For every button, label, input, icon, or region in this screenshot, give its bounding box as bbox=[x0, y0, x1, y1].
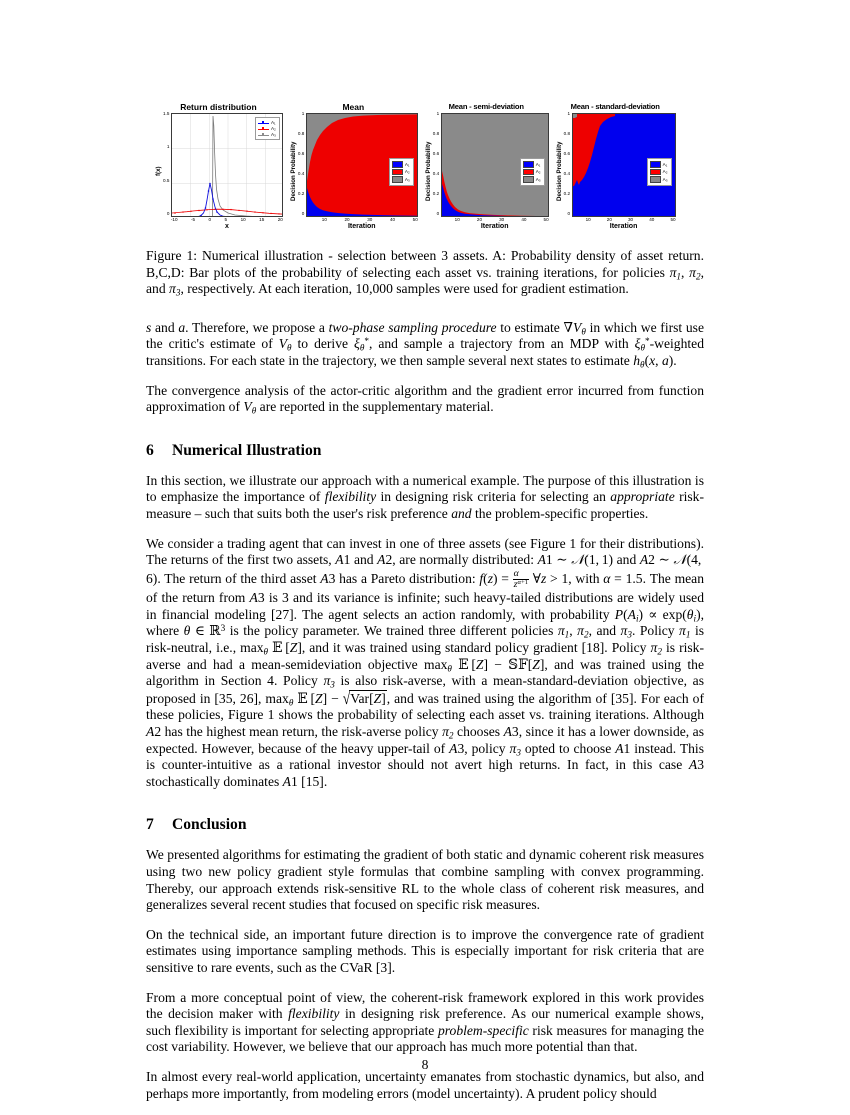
panel-c-xlabel: Iteration bbox=[480, 223, 509, 230]
panel-a-legend bbox=[255, 117, 280, 140]
legend-item bbox=[258, 120, 276, 125]
panel-d-xlabel: Iteration bbox=[609, 223, 638, 230]
ytick: 1.5 bbox=[163, 111, 170, 116]
legend-item bbox=[258, 126, 276, 131]
legend-swatch-a2-icon bbox=[258, 126, 269, 131]
xtick: 40 bbox=[521, 217, 527, 222]
paragraph-two-phase-sampling: s and a. Therefore, we propose a two-phase sampling procedure to estimate $\nabla V_\theta$ in which we first use the critic's estimate of $V_\theta$ to derive $\xi_\theta^*$, and sample a trajectory from an MDP with $\xi_\theta^*$-weighted transitions. For each state in the trajectory, we then sample several next states to estimate $h_\theta(x$, a). bbox=[146, 319, 705, 370]
xtick: -10 bbox=[170, 217, 178, 222]
legend-swatch-a1-icon bbox=[650, 161, 661, 168]
xtick: 30 bbox=[367, 217, 373, 222]
xtick: 30 bbox=[499, 217, 505, 222]
panel-b-xlabel: Iteration bbox=[347, 223, 376, 230]
paragraph-conclusion-2: On the technical side, an important future direction is to improve the convergence rate of gradient estimates using importance sampling methods. This is especially important for risk criteria that are sensitive to rare events, such as the CVaR [3]. bbox=[146, 926, 704, 975]
panel-d-plot-area bbox=[572, 113, 676, 217]
legend-item bbox=[523, 176, 541, 183]
ytick: 0.4 bbox=[297, 171, 305, 176]
section-number: 6 bbox=[146, 441, 154, 459]
xtick: 15 bbox=[259, 217, 265, 222]
paragraph-conclusion-1: We presented algorithms for estimating the gradient of both static and dynamic coherent risk measures using two new policy gradient style formulas that combine sampling with convex programming. Thereby, our approach extends risk-sensitive RL to the whole class of coherent risk measures, and generalizes several recent studies that focused on specific risk measures. bbox=[146, 847, 704, 913]
ytick: 0.6 bbox=[297, 151, 305, 156]
legend-item bbox=[523, 169, 541, 176]
ytick: 0.2 bbox=[432, 191, 440, 196]
ytick: 0.6 bbox=[563, 151, 571, 156]
panel-a-yticks bbox=[163, 113, 171, 217]
xtick: 0 bbox=[208, 217, 212, 222]
ytick: 0 bbox=[166, 210, 170, 216]
figure-1 bbox=[146, 102, 704, 298]
ytick: 0.2 bbox=[563, 191, 571, 196]
xtick: 20 bbox=[344, 217, 350, 222]
xtick: 10 bbox=[240, 217, 246, 222]
ytick: 0.4 bbox=[432, 171, 440, 176]
panel-d-title: Mean - standard-deviation bbox=[570, 102, 660, 111]
ytick: 1 bbox=[166, 144, 170, 150]
ytick: 0.2 bbox=[297, 191, 305, 196]
section-title: Numerical Illustration bbox=[172, 441, 322, 459]
legend-swatch-a2-icon bbox=[392, 169, 403, 176]
legend-swatch-a3-icon bbox=[392, 176, 403, 183]
ytick: 0.8 bbox=[297, 131, 305, 136]
legend-item bbox=[650, 176, 668, 183]
page-number: 8 bbox=[421, 1057, 429, 1072]
legend-swatch-a3-icon bbox=[650, 176, 661, 183]
ytick: 1 bbox=[567, 111, 571, 116]
legend-label: A₂ bbox=[535, 169, 541, 175]
xtick: 10 bbox=[321, 217, 327, 222]
panel-c-ylabel: Decision Probability bbox=[424, 141, 432, 202]
xtick: 20 bbox=[606, 217, 612, 222]
section-number: 7 bbox=[146, 816, 154, 834]
ytick: 1 bbox=[436, 111, 440, 116]
panel-b-yticks bbox=[298, 113, 306, 217]
panel-c-mean-semi-deviation bbox=[424, 102, 549, 230]
legend-label: A₁ bbox=[270, 120, 276, 125]
panel-a-xlabel: x bbox=[224, 223, 229, 230]
xtick: 5 bbox=[224, 217, 228, 222]
paragraph-section6-intro: In this section, we illustrate our approach with a numerical example. The purpose of this illustration is to emphasize the importance of flexibility in designing risk criteria for selecting an appropriate risk-measure – such that suits both the user's risk preference and the problem-specific properties. bbox=[146, 472, 705, 521]
xtick: 10 bbox=[585, 217, 591, 222]
panel-d-yticks bbox=[564, 113, 572, 217]
section-heading-conclusion bbox=[146, 816, 704, 834]
legend-label: A₃ bbox=[270, 132, 276, 137]
panel-c-title: Mean - semi-deviation bbox=[448, 102, 524, 111]
xtick: 20 bbox=[277, 217, 283, 222]
xtick: 50 bbox=[412, 217, 418, 222]
paragraph-convergence-analysis: The convergence analysis of the actor-critic algorithm and the gradient error incurred from function approximation of $V_\theta$ are reported in the supplementary material. bbox=[146, 382, 704, 416]
legend-label: A₂ bbox=[662, 169, 668, 175]
legend-item bbox=[523, 161, 541, 168]
panel-b-mean bbox=[289, 102, 418, 230]
panel-b-ylabel: Decision Probability bbox=[289, 141, 297, 202]
legend-swatch-a2-icon bbox=[523, 169, 534, 176]
ytick: 0.6 bbox=[432, 151, 440, 156]
figure-panels-row bbox=[154, 102, 704, 230]
legend-label: A₃ bbox=[535, 176, 541, 182]
legend-swatch-a1-icon bbox=[392, 161, 403, 168]
ytick: 0 bbox=[567, 211, 571, 216]
figure-caption: Figure 1: Numerical illustration - selection between 3 assets. A: Probability density of asset return. B,C,D: Bar plots of the probability of selecting each asset vs. training iterations, for policies $\pi_1$, $\pi_2$, and $\pi_3$, respectively. At each iteration, 10,000 samples were used for gradient estimation. bbox=[146, 248, 704, 298]
legend-label: A₁ bbox=[404, 161, 410, 167]
legend-label: A₂ bbox=[404, 169, 410, 175]
legend-item bbox=[650, 161, 668, 168]
ytick: 0.8 bbox=[432, 131, 440, 136]
caption-comma: , bbox=[681, 264, 690, 280]
legend-swatch-a3-icon bbox=[258, 132, 269, 137]
caption-line-1: Figure 1: Numerical illustration - selection between 3 assets. A: Probability density of asset return. bbox=[146, 248, 704, 263]
section-heading-numerical-illustration bbox=[146, 442, 704, 460]
xtick: 50 bbox=[543, 217, 549, 222]
panel-a-title: Return distribution bbox=[180, 102, 257, 112]
legend-item bbox=[392, 169, 410, 176]
panel-a-plot-area bbox=[171, 113, 283, 217]
legend-item bbox=[258, 132, 276, 137]
page-content bbox=[146, 72, 704, 1115]
panel-d-ylabel: Decision Probability bbox=[555, 141, 563, 202]
legend-label: A₃ bbox=[662, 176, 668, 182]
xtick: -5 bbox=[190, 217, 196, 222]
caption-line-3: , respectively. At each iteration, 10,000 samples were used for gradient estimation. bbox=[180, 281, 629, 297]
legend-label: A₃ bbox=[404, 176, 410, 182]
panel-d-legend bbox=[647, 158, 672, 186]
xtick: 20 bbox=[476, 217, 483, 222]
ytick: 0 bbox=[436, 211, 440, 216]
paragraph-trading-agent: We consider a trading agent that can invest in one of three assets (see Figure 1 for their distributions). The returns of the first two assets, A1 and A2, are normally distributed: A1 ∼ 𝒩(1, 1) and A2 ∼ 𝒩(4, 6). The return of the third asset A3 has a Pareto distribution: f(z) = $\frac{\alpha}{z^{\alpha+1}}$ ∀z > 1, with α = 1.5. The mean of the return from A3 is 3 and its variance is infinite; such heavy-tailed distributions are widely used in financial modeling [27]. The agent selects an action randomly, with probability $P(A_i) \propto \exp(\theta_i)$, where θ ∈ ℝ$^3$ is the policy parameter. We trained three different policies $\pi_1$, $\pi_2$, and $\pi_3$. Policy $\pi_1$ is risk-neutral, i.e., $\max_\theta$ 𝔼 [Z], and it was trained using standard policy gradient [18]. Policy $\pi_2$ is risk-averse and had a mean-semideviation objective $\max_\theta$ 𝔼 [Z] − 𝕊𝔽[Z], and was trained using the algorithm in Section 4. Policy $\pi_3$ is also risk-averse, with a mean-standard-deviation objective, as proposed in [35, 26], $\max_\theta$ 𝔼 [Z] − √Var[Z], and was trained using the algorithm of [35]. For each of these policies, Figure 1 shows the probability of selecting each asset vs. training iterations. Although A2 has the highest mean return, the risk-averse policy $\pi_2$ chooses A3, since it has a lower downside, as expected. However, because of the heavy upper-tail of A3, policy $\pi_3$ opted to choose A1 instead. This is counter-intuitive as a rational investor should not avert high returns. In fact, in this case A3 stochastically dominates A1 [15]. bbox=[146, 535, 705, 789]
xtick: 50 bbox=[670, 217, 676, 222]
xtick: 40 bbox=[649, 217, 655, 222]
ytick: 1 bbox=[301, 111, 305, 116]
ytick: 0.5 bbox=[163, 177, 170, 183]
ytick: 0 bbox=[301, 211, 305, 216]
xtick: 40 bbox=[389, 217, 396, 222]
legend-item bbox=[650, 169, 668, 176]
legend-item bbox=[392, 176, 410, 183]
panel-b-legend bbox=[389, 158, 414, 186]
ytick: 0.8 bbox=[563, 131, 571, 136]
pi-3-symbol: $\pi_3$ bbox=[169, 281, 181, 298]
legend-swatch-a1-icon bbox=[258, 120, 269, 125]
paragraph-conclusion-4: In almost every real-world application, uncertainty emanates from stochastic dynamics, but also, and perhaps more importantly, from modeling errors (model uncertainty). A prudent policy should bbox=[146, 1068, 704, 1101]
legend-swatch-a3-icon bbox=[523, 176, 534, 183]
legend-label: A₂ bbox=[270, 126, 276, 131]
legend-swatch-a2-icon bbox=[650, 169, 661, 176]
panel-c-legend bbox=[520, 158, 545, 186]
panel-a-return-distribution bbox=[154, 102, 283, 230]
panel-b-title: Mean bbox=[342, 102, 365, 112]
legend-label: A₁ bbox=[662, 161, 668, 167]
section-title: Conclusion bbox=[172, 816, 247, 834]
legend-label: A₁ bbox=[535, 161, 541, 167]
legend-item bbox=[392, 161, 410, 168]
pi-2-symbol: $\pi_2$ bbox=[689, 264, 701, 281]
xtick: 30 bbox=[628, 217, 634, 222]
caption-line-2a: B,C,D: Bar plots of the probability of selecting each asset vs. training iterations, for policies bbox=[146, 264, 670, 280]
panel-b-plot-area bbox=[306, 113, 418, 217]
ytick: 0.4 bbox=[563, 171, 571, 176]
panel-c-yticks bbox=[433, 113, 441, 217]
pi-1-symbol: $\pi_1$ bbox=[669, 264, 682, 281]
legend-swatch-a1-icon bbox=[523, 161, 534, 168]
xtick: 10 bbox=[454, 217, 460, 222]
panel-c-plot-area bbox=[441, 113, 549, 217]
panel-a-ylabel: f(x) bbox=[155, 166, 162, 177]
paragraph-conclusion-3: From a more conceptual point of view, the coherent-risk framework explored in this work provides the decision maker with flexibility in designing risk preference. As our numerical example shows, such flexibility is important for selecting appropriate problem-specific risk measures for managing the cost variability. However, we believe that our approach has much more potential than that. bbox=[146, 989, 704, 1055]
panel-d-mean-standard-deviation bbox=[555, 102, 676, 230]
